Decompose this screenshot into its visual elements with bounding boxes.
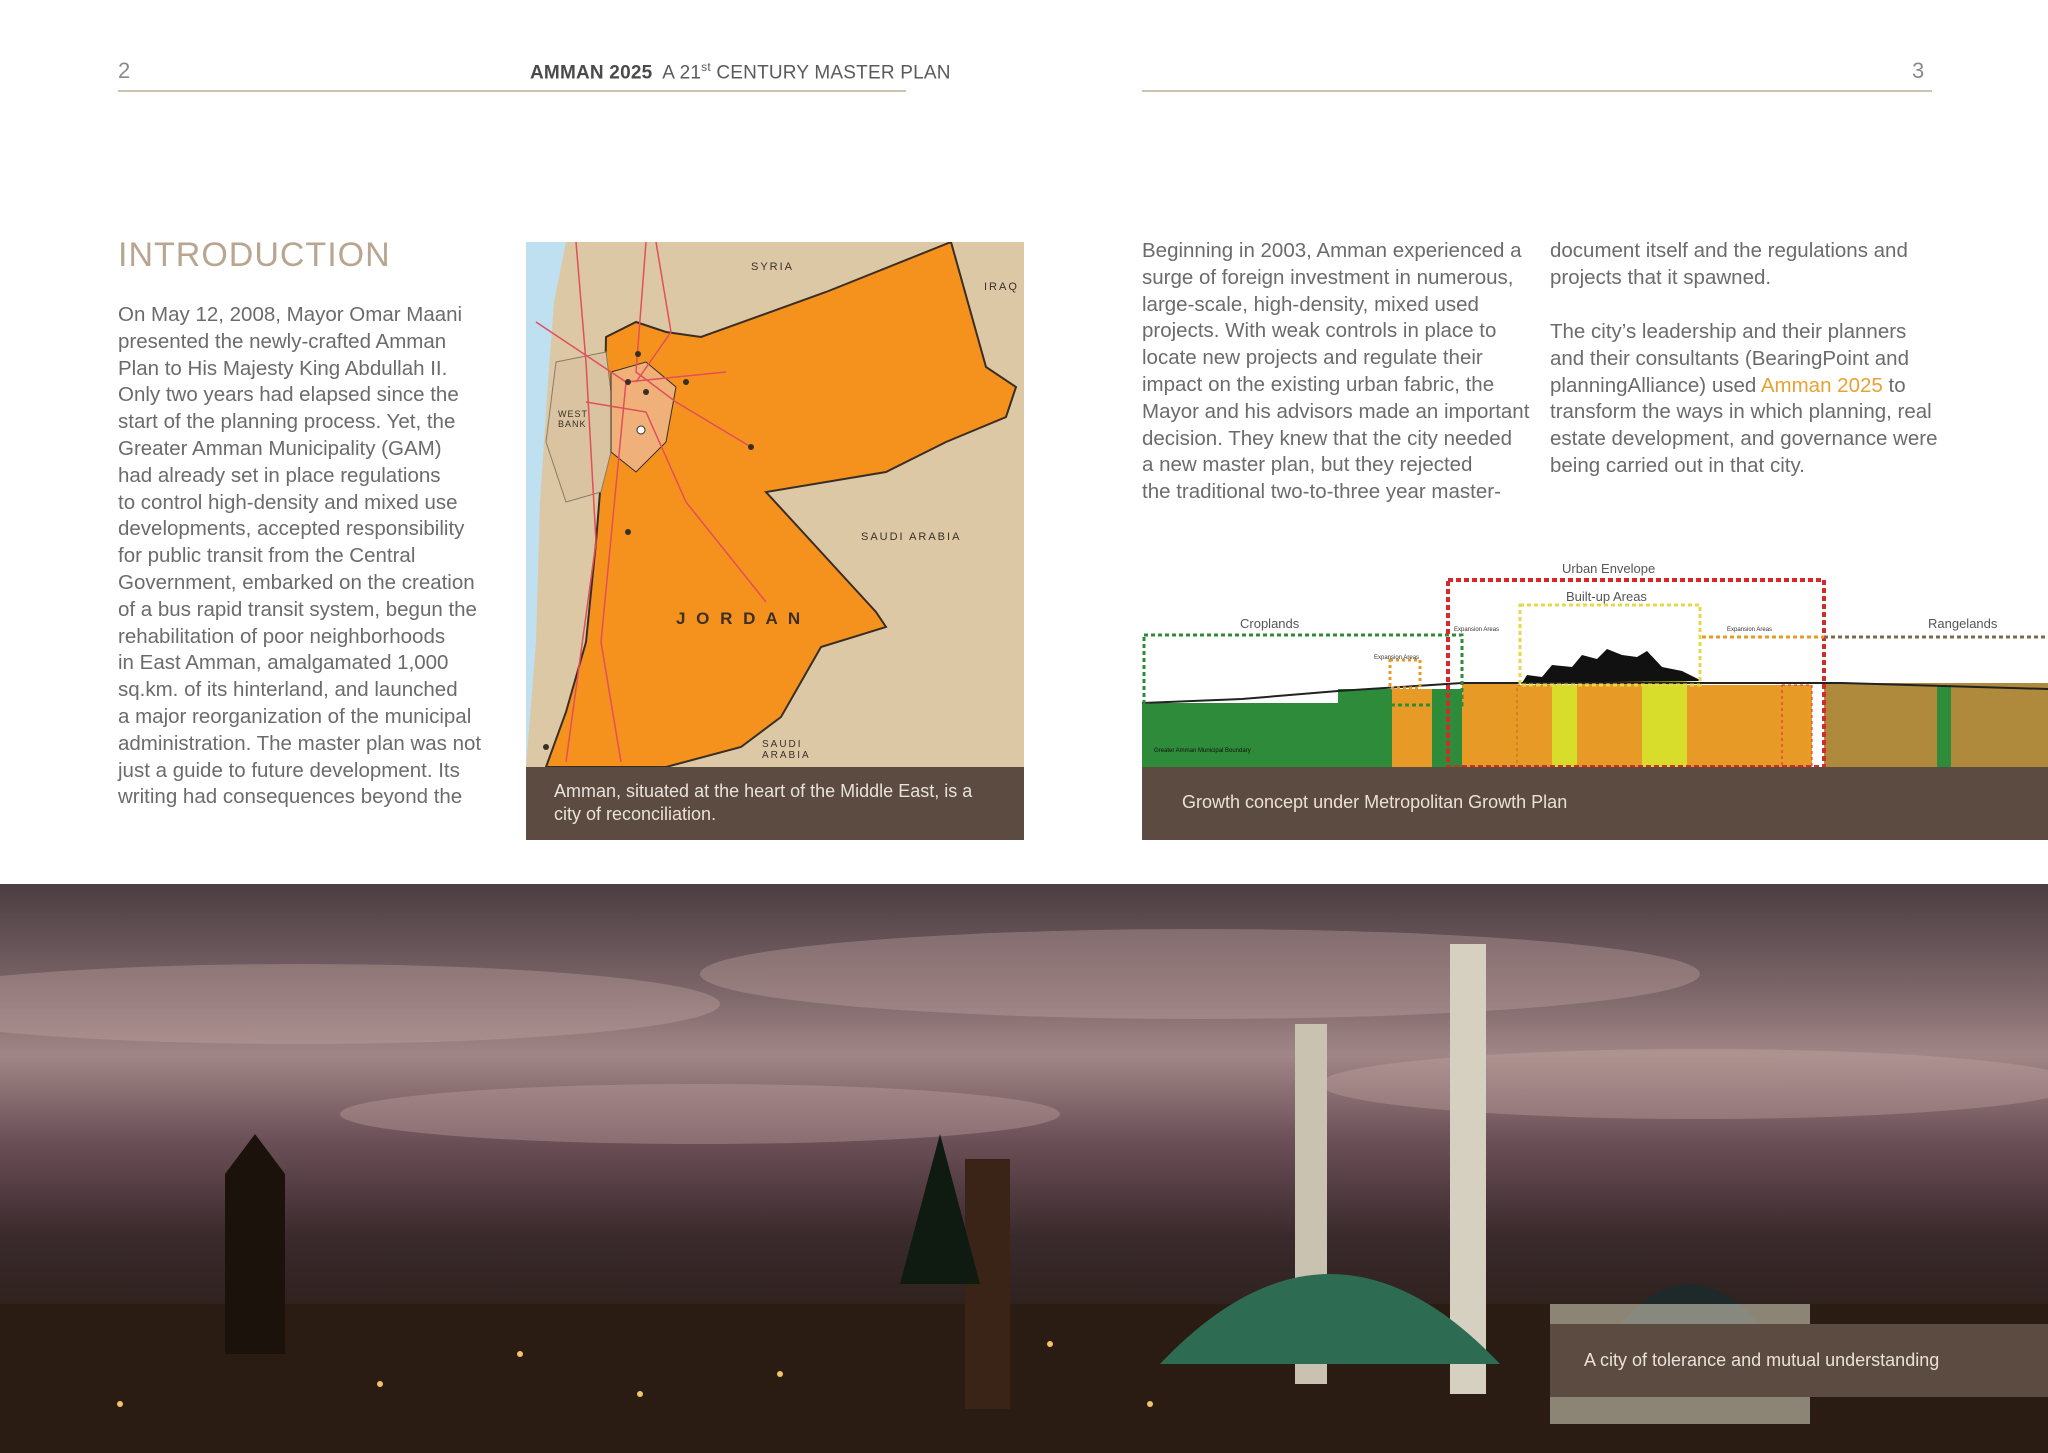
- expansion-band-3: [1687, 685, 1782, 767]
- growth-diagram: [1142, 555, 2048, 767]
- rangeland-band: [1824, 683, 2048, 767]
- right-column-1: Beginning in 2003, Amman experienced a surge of foreign investment in numerous, large-scale, high-density, mixed used projects. With weak controls in place to locate new projects and regulate their impact on the existing urban fabric, the Mayor and his advisors made an important decision. They knew that the city needed a new master plan, but they rejected the traditional two-to-three year master-: [1142, 239, 1530, 504]
- label-expansion-2: Expansion Areas: [1374, 655, 1420, 661]
- label-saudi-arabia: SAUDI ARABIA: [861, 531, 962, 543]
- built-band-3: [1577, 681, 1642, 767]
- built-band-2: [1552, 685, 1577, 767]
- expansion-outline-1: [1390, 660, 1420, 688]
- left-header-rule: [118, 90, 906, 92]
- label-iraq: IRAQ: [984, 281, 1019, 293]
- cropland-band: [1142, 703, 1338, 767]
- expansion-band-4: [1782, 685, 1812, 767]
- introduction-heading: INTRODUCTION: [118, 236, 391, 274]
- label-saudi-arabia-bottom: SAUDI ARABIA: [762, 739, 811, 761]
- right-column-2-b: [1550, 319, 1950, 480]
- sea-area: [526, 242, 566, 767]
- right-header-rule: [1142, 90, 1932, 92]
- jordan-shape: [546, 242, 1016, 767]
- growth-diagram-svg: [1142, 555, 2048, 767]
- label-jordan: J O R D A N: [676, 609, 804, 628]
- label-expansion-1: Expansion Areas: [1454, 627, 1500, 633]
- running-header: [530, 60, 951, 84]
- label-urban-envelope: Urban Envelope: [1562, 561, 1656, 576]
- built-band-4: [1642, 681, 1687, 767]
- expansion-band-2: [1462, 683, 1517, 767]
- running-header-suffix: CENTURY MASTER PLAN: [716, 62, 951, 84]
- label-syria: SYRIA: [751, 261, 795, 273]
- diagram-caption: Growth concept under Metropolitan Growth Plan: [1142, 767, 2048, 840]
- label-west-bank: WEST BANK: [558, 409, 588, 429]
- running-header-sup: st: [701, 60, 711, 74]
- map-caption: Amman, situated at the heart of the Middle East, is a city of reconciliation.: [526, 767, 1024, 840]
- jordan-map-svg: [526, 242, 1024, 767]
- label-rangelands: Rangelands: [1928, 616, 1998, 631]
- amman-2025-link[interactable]: Amman 2025: [1760, 373, 1883, 397]
- right-column-2-b-pre: The city’s leadership and their planners and their consultants (BearingPoint and planningAlliance) used: [1550, 320, 1909, 397]
- label-boundary: Greater Amman Municipal Boundary: [1154, 748, 1251, 754]
- left-page-number: 2: [118, 58, 131, 83]
- cropland-band-2: [1338, 689, 1392, 767]
- label-built-up: Built-up Areas: [1566, 589, 1647, 604]
- right-page-number: 3: [1912, 58, 1925, 83]
- label-expansion-3: Expansion Areas: [1727, 627, 1773, 633]
- running-header-bold: AMMAN 2025: [530, 62, 653, 84]
- label-croplands: Croplands: [1240, 616, 1300, 631]
- right-column-2-b-post: to transform the ways in which planning, real estate development, and governance were being carried out in that city.: [1550, 373, 1938, 477]
- photo-caption: A city of tolerance and mutual understanding: [1550, 1324, 2048, 1397]
- skyline: [1522, 649, 1702, 683]
- green-strip: [1937, 685, 1951, 767]
- jordan-map: [526, 242, 1024, 767]
- clouds: [0, 929, 2048, 1144]
- expansion-band-1: [1392, 689, 1432, 767]
- running-header-prefix: A 21: [662, 62, 702, 84]
- right-column-2-a: document itself and the regulations and projects that it spawned.: [1550, 239, 1908, 289]
- intro-paragraph: On May 12, 2008, Mayor Omar Maani presented the newly-crafted Amman Plan to His Majesty King Abdullah II. Only two years had elapsed since the start of the planning process. Yet, the Greater Amman Municipality (GAM) had already set in place regulations to control high-density and mixed use developments, accepted responsibility for public transit from the Central Government, embarked on the creation of a bus rapid transit system, begun the rehabilitation of poor neighborhoods in East Amman, amalgamated 1,000 sq.km. of its hinterland, and launched a major reorganization of the municipal administration. The master plan was not just a guide to future development. Its writing had consequences beyond the: [118, 303, 482, 809]
